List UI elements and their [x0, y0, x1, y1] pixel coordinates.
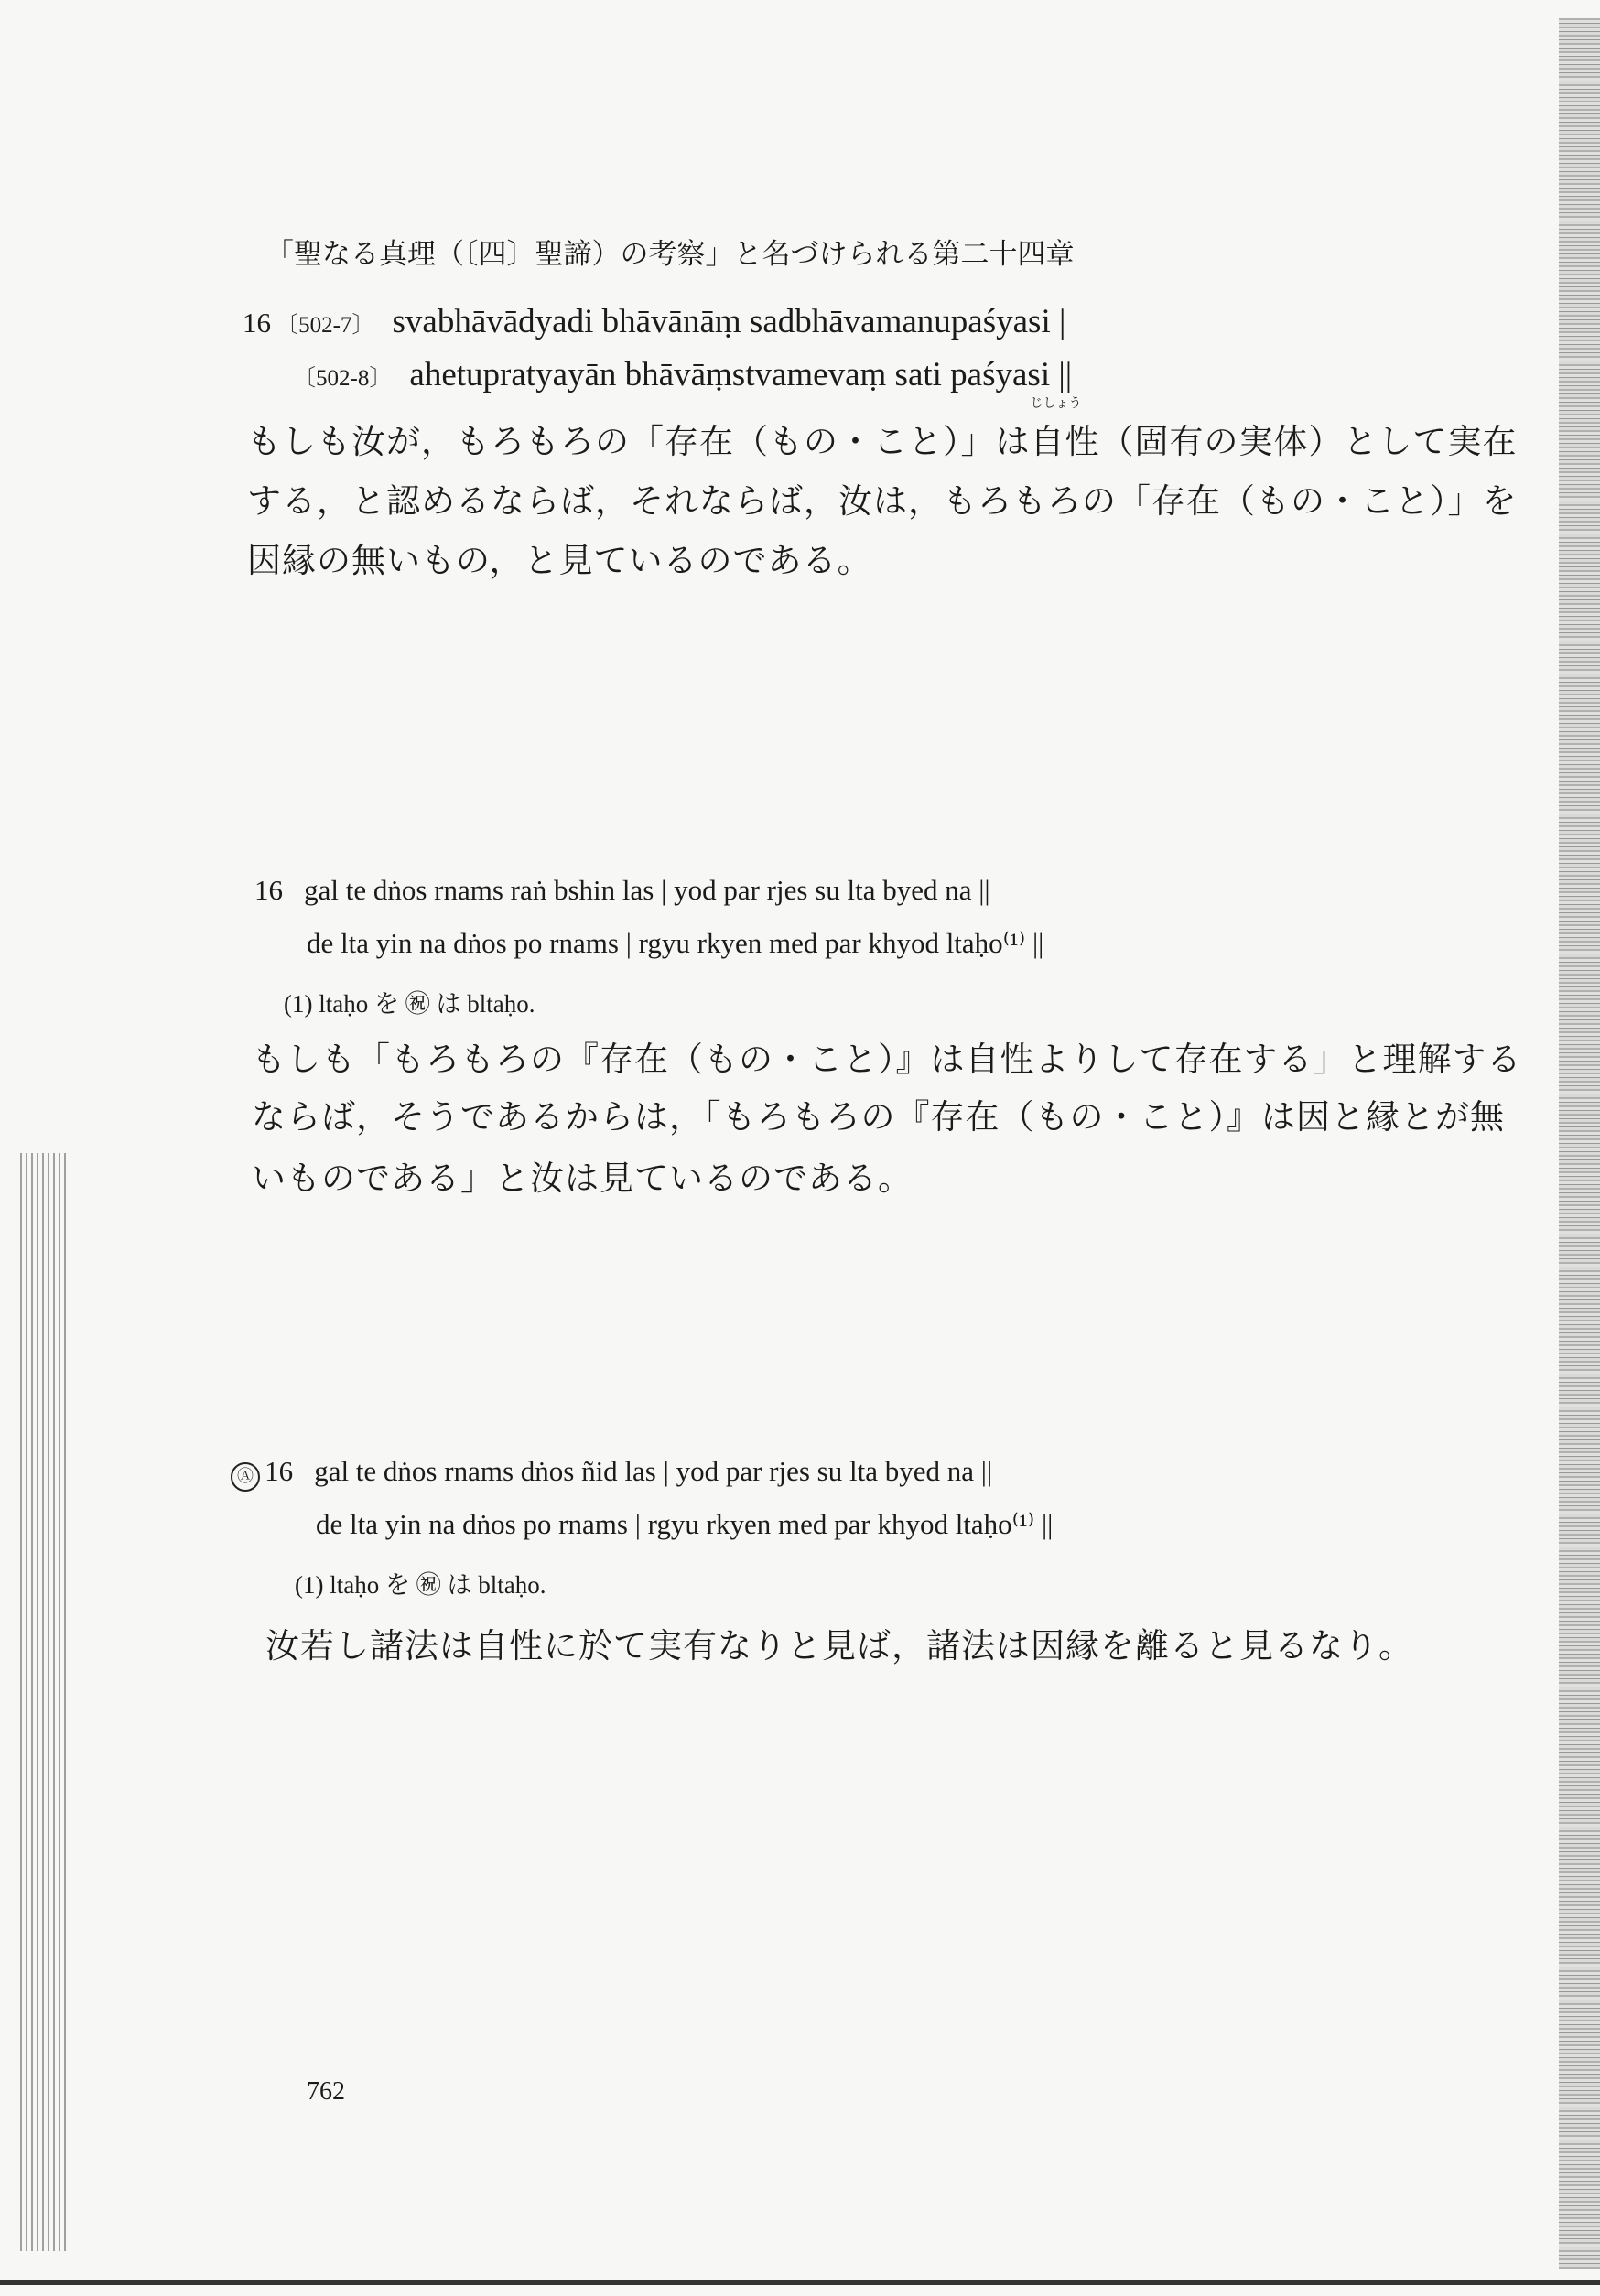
ruby-word: [1030, 396, 1100, 463]
verse-text: ahetupratyayān bhāvāṃstvamevaṃ sati paśyasi ||: [409, 356, 1073, 393]
verse-a-line-1: [231, 1455, 992, 1492]
verse-number: 16: [243, 307, 271, 339]
footnote: (1) ltaḥo を ㊗ は bltaḥo.: [295, 1571, 546, 1599]
ruby-reading: じしょう: [1030, 396, 1082, 411]
footnote: (1) ltaḥo を ㊗ は bltaḥo.: [284, 990, 535, 1018]
translation-part: もしも汝が，もろもろの「存在（もの・こと）」は: [247, 422, 1031, 461]
verse-ref: 〔502-8〕: [293, 366, 393, 391]
sanskrit-verse-line-1: [243, 302, 1065, 341]
sanskrit-verse-line-2: [293, 355, 1072, 394]
translation-line-3: 因縁の無いもの，と見ているのである。: [247, 541, 872, 580]
verse-ref: 〔502-7〕: [276, 313, 375, 338]
translation-line-1: 汝若し諸法は自性に於て実有なりと見ば，諸法は因縁を離ると見るなり。: [265, 1626, 1413, 1665]
circled-a-marker: Ⓐ: [231, 1462, 260, 1492]
verse-text: svabhāvādyadi bhāvānāṃ sadbhāvamanupaśyasi |: [392, 303, 1066, 340]
translation-line-2: ならば，そうであるからは，「もろもろの『存在（もの・こと）』は因と縁とが無: [252, 1097, 1505, 1137]
translation-part: （固有の実体）として実在: [1099, 422, 1518, 461]
page-number: 762: [307, 2077, 345, 2106]
scan-bottom-rule: [0, 2280, 1600, 2285]
tibetan-verse-line-1: [254, 874, 990, 907]
translation-line-1: [247, 396, 1518, 463]
chapter-title: 「聖なる真理（〔四〕聖諦）の考察」と名づけられる第二十四章: [265, 238, 1075, 271]
tibetan-verse-line-2: de lta yin na dṅos po rnams | rgyu rkyen med par khyod ltaḥo⁽¹⁾ ||: [307, 927, 1044, 959]
verse-number: 16: [254, 874, 283, 906]
verse-number: 16: [265, 1455, 294, 1487]
ruby-base: 自性: [1030, 422, 1100, 461]
scan-left-streaks: [20, 1153, 66, 2251]
translation-line-1: もしも「もろもろの『存在（もの・こと）』は自性よりして存在する」と理解する: [252, 1040, 1522, 1079]
scan-edge-shadow: [1559, 18, 1600, 2269]
translation-line-3: いものである」と汝は見ているのである。: [252, 1159, 913, 1198]
translation-line-2: する，と認めるならば，それならば，汝は，もろもろの「存在（もの・こと）」を: [247, 481, 1518, 521]
verse-a-line-2: de lta yin na dṅos po rnams | rgyu rkyen med par khyod ltaḥo⁽¹⁾ ||: [316, 1508, 1054, 1540]
verse-text: gal te dṅos rnams raṅ bshin las | yod par rjes su lta byed na ||: [304, 874, 990, 906]
verse-text: gal te dṅos rnams dṅos ñid las | yod par rjes su lta byed na ||: [314, 1455, 993, 1487]
